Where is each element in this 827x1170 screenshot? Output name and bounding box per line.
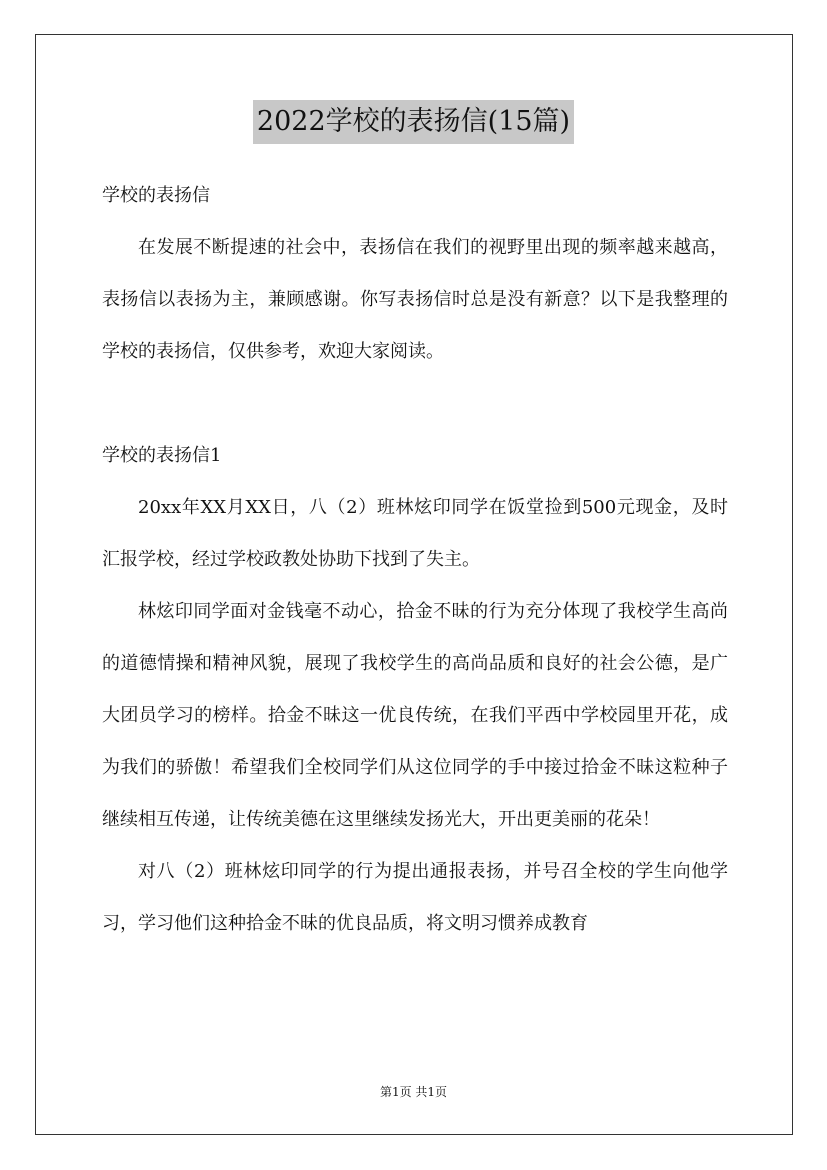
body-paragraph: 对八（2）班林炫印同学的行为提出通报表扬，并号召全校的学生向他学习，学习他们这种拾金不昧的优良品质，将文明习惯养成教育 bbox=[102, 861, 728, 934]
document-title: 2022学校的表扬信(15篇) bbox=[253, 100, 574, 144]
section-gap bbox=[102, 378, 728, 430]
intro-heading: 学校的表扬信 bbox=[102, 185, 210, 206]
page-footer: 第1页 共1页 bbox=[379, 1085, 448, 1099]
document-body bbox=[102, 170, 728, 950]
body-paragraph: 林炫印同学面对金钱毫不动心，拾金不昧的行为充分体现了我校学生高尚的道德情操和精神风貌，展现了我校学生的高尚品质和良好的社会公德，是广大团员学习的榜样。拾金不昧这一优良传统，在我们平西中学校园里开花，成为我们的骄傲！希望我们全校同学们从这位同学的手中接过拾金不昧这粒种子继续相互传递，让传统美德在这里继续发扬光大，开出更美丽的花朵！ bbox=[102, 601, 728, 830]
section-heading: 学校的表扬信1 bbox=[102, 445, 222, 466]
document-title-wrap bbox=[0, 100, 827, 144]
intro-paragraph: 在发展不断提速的社会中，表扬信在我们的视野里出现的频率越来越高，表扬信以表扬为主，兼顾感谢。你写表扬信时总是没有新意？以下是我整理的学校的表扬信，仅供参考，欢迎大家阅读。 bbox=[102, 237, 728, 362]
body-paragraph: 20xx年XX月XX日，八（2）班林炫印同学在饭堂捡到500元现金，及时汇报学校，经过学校政教处协助下找到了失主。 bbox=[102, 497, 728, 570]
